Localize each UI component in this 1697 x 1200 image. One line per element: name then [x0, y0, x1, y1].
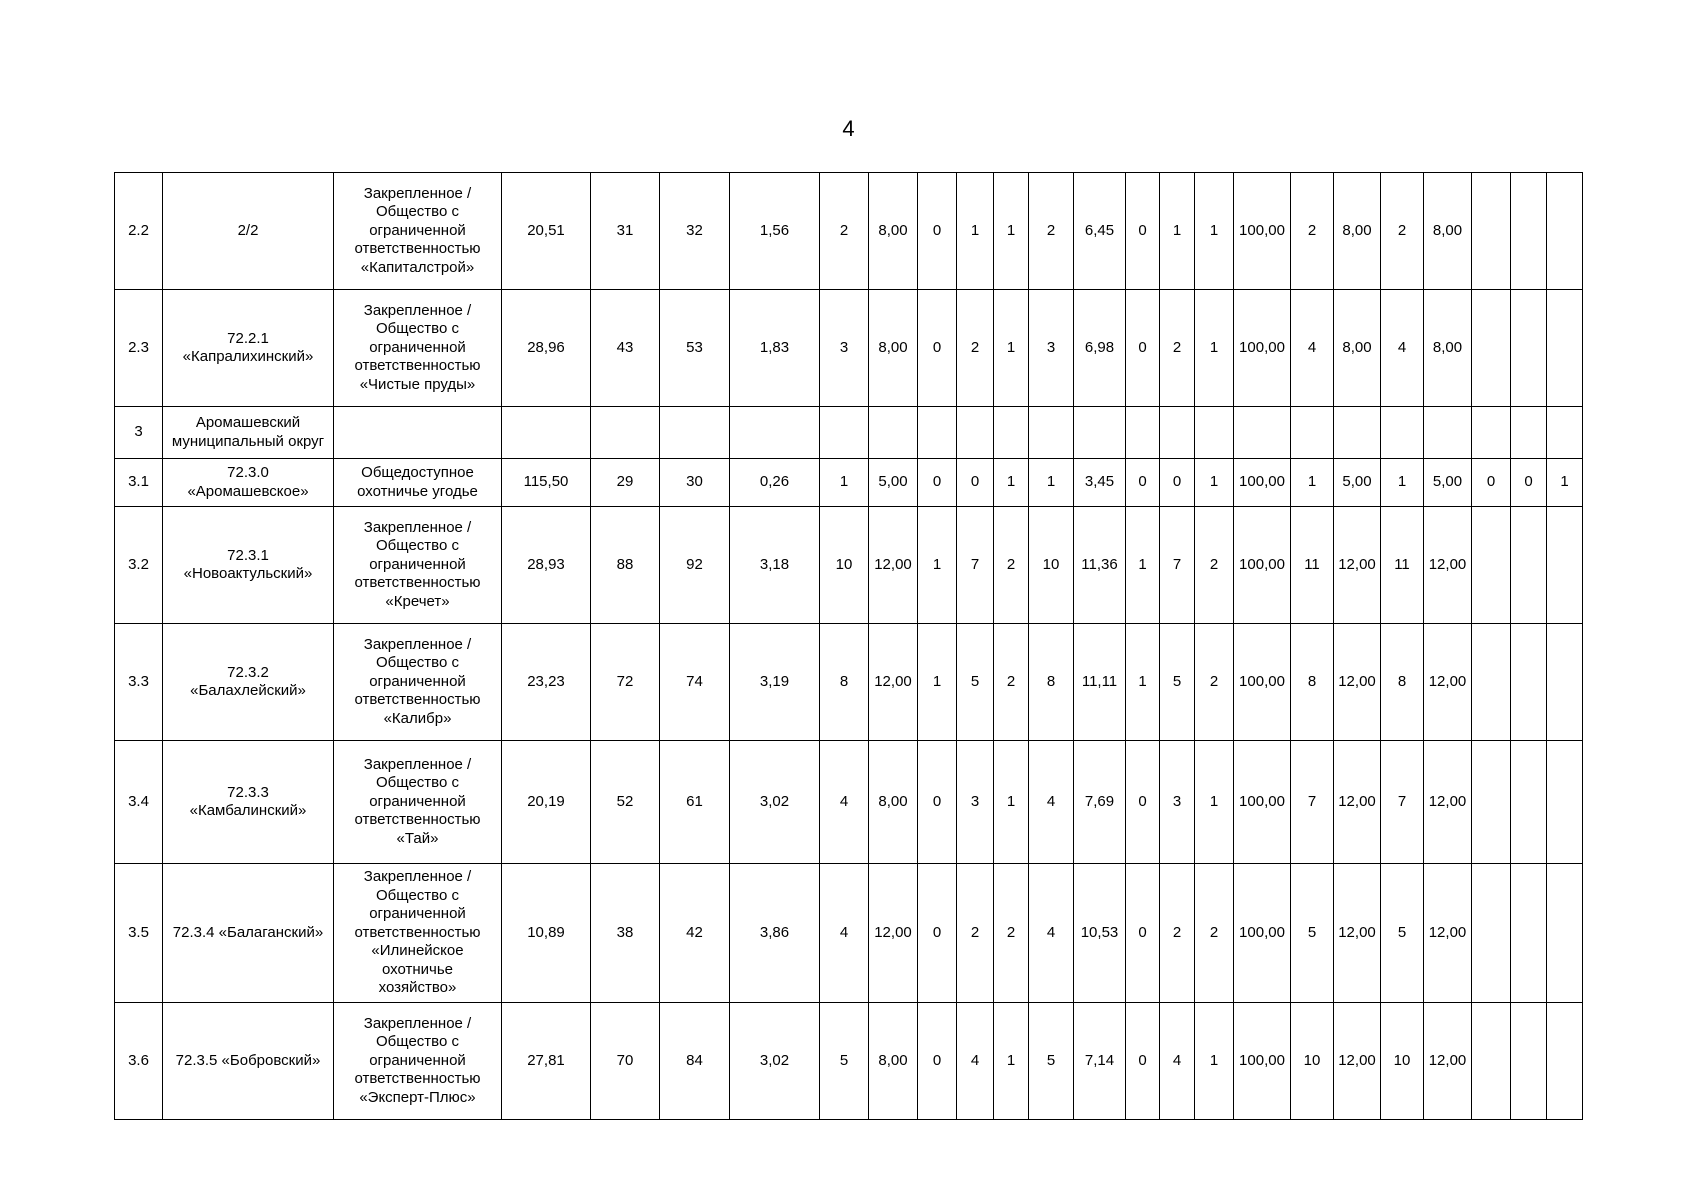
value-cell: 30	[660, 459, 730, 507]
value-cell	[591, 407, 660, 459]
value-cell: 20,51	[502, 173, 591, 290]
ground-type-line: Общество с	[376, 886, 459, 904]
ground-name-cell	[163, 741, 334, 864]
value-cell: 5,00	[1334, 459, 1381, 507]
ground-type-line: Закрепленное /	[363, 868, 472, 886]
ground-name-line: Аромашевский	[195, 414, 301, 431]
ground-name-cell	[163, 173, 334, 290]
value-cell: 0	[1126, 741, 1160, 864]
value-cell	[1511, 1003, 1547, 1120]
value-cell: 28,93	[502, 507, 591, 624]
value-cell: 12,00	[1424, 1003, 1472, 1120]
value-cell	[1472, 407, 1511, 459]
table-row	[115, 624, 1610, 741]
value-cell: 1	[1195, 1003, 1234, 1120]
value-cell	[1074, 407, 1126, 459]
value-cell: 7	[1160, 507, 1195, 624]
ground-type-line: ограниченной	[369, 905, 466, 923]
ground-type-line: «Илинейское	[371, 942, 464, 960]
value-cell: 115,50	[502, 459, 591, 507]
ground-type-line: охотничье	[381, 960, 454, 978]
value-cell: 1	[994, 290, 1029, 407]
value-cell: 10	[1029, 507, 1074, 624]
value-cell: 2	[1195, 624, 1234, 741]
value-cell	[1547, 741, 1583, 864]
ground-type-line: Общество с	[376, 320, 459, 338]
value-cell: 4	[820, 864, 869, 1003]
ground-name-line: 72.2.1	[227, 329, 269, 347]
value-cell: 5	[1029, 1003, 1074, 1120]
value-cell: 8,00	[869, 290, 918, 407]
value-cell: 0	[1126, 1003, 1160, 1120]
value-cell	[1334, 407, 1381, 459]
value-cell: 0	[918, 864, 957, 1003]
ground-type-line: ответственностью	[354, 357, 481, 375]
value-cell: 3	[820, 290, 869, 407]
ground-type-cell	[334, 864, 502, 1003]
value-cell: 1	[957, 173, 994, 290]
value-cell: 4	[957, 1003, 994, 1120]
ground-type-cell	[334, 741, 502, 864]
value-cell	[1547, 290, 1583, 407]
row-number-cell: 3.5	[115, 864, 163, 1003]
value-cell: 10	[820, 507, 869, 624]
value-cell	[1511, 173, 1547, 290]
value-cell: 43	[591, 290, 660, 407]
value-cell: 12,00	[1424, 864, 1472, 1003]
value-cell: 20,19	[502, 741, 591, 864]
value-cell: 84	[660, 1003, 730, 1120]
value-cell	[1472, 624, 1511, 741]
table-row	[115, 407, 1610, 459]
value-cell: 0	[918, 1003, 957, 1120]
value-cell: 2	[1195, 864, 1234, 1003]
ground-name-line: 72.3.0	[227, 464, 269, 481]
value-cell: 4	[1291, 290, 1334, 407]
value-cell: 11	[1291, 507, 1334, 624]
ground-type-cell	[334, 290, 502, 407]
value-cell: 11,36	[1074, 507, 1126, 624]
row-number-cell: 3.2	[115, 507, 163, 624]
ground-type-cell	[334, 624, 502, 741]
row-number-cell: 3.4	[115, 741, 163, 864]
value-cell	[918, 407, 957, 459]
value-cell: 0	[918, 459, 957, 507]
value-cell	[1160, 407, 1195, 459]
ground-type-line: «Кречет»	[385, 592, 450, 610]
ground-type-line: Общество с	[376, 774, 459, 792]
value-cell	[994, 407, 1029, 459]
ground-type-line: ответственностью	[354, 240, 481, 258]
value-cell	[1511, 624, 1547, 741]
value-cell: 3,18	[730, 507, 820, 624]
value-cell: 100,00	[1234, 741, 1291, 864]
value-cell: 1	[994, 741, 1029, 864]
value-cell: 0	[918, 741, 957, 864]
value-cell: 1	[918, 624, 957, 741]
value-cell: 12,00	[1334, 741, 1381, 864]
ground-name-cell	[163, 459, 334, 507]
value-cell: 4	[1160, 1003, 1195, 1120]
value-cell: 8,00	[1334, 290, 1381, 407]
ground-type-cell	[334, 407, 502, 459]
ground-type-line: «Чистые пруды»	[359, 375, 476, 393]
value-cell: 12,00	[1424, 507, 1472, 624]
value-cell: 7	[1291, 741, 1334, 864]
value-cell: 1	[1195, 459, 1234, 507]
value-cell: 2	[1160, 290, 1195, 407]
value-cell: 1	[1029, 459, 1074, 507]
value-cell: 12,00	[1334, 864, 1381, 1003]
value-cell: 3,02	[730, 741, 820, 864]
value-cell	[1424, 407, 1472, 459]
ground-type-line: Закрепленное /	[363, 755, 472, 773]
ground-type-line: «Тай»	[396, 829, 439, 847]
value-cell: 0	[957, 459, 994, 507]
value-cell: 8,00	[869, 173, 918, 290]
table-row	[115, 290, 1610, 407]
value-cell: 100,00	[1234, 290, 1291, 407]
ground-type-line: ограниченной	[369, 792, 466, 810]
ground-type-line: Закрепленное /	[363, 301, 472, 319]
ground-type-line: ограниченной	[369, 221, 466, 239]
value-cell	[1511, 864, 1547, 1003]
value-cell	[1511, 741, 1547, 864]
ground-type-line: ответственностью	[354, 574, 481, 592]
ground-name-line: «Аромашевское»	[187, 482, 309, 500]
value-cell: 23,23	[502, 624, 591, 741]
value-cell: 8,00	[1424, 173, 1472, 290]
value-cell	[730, 407, 820, 459]
value-cell: 7	[957, 507, 994, 624]
value-cell: 8	[1029, 624, 1074, 741]
ground-type-line: охотничье угодье	[357, 482, 478, 500]
value-cell: 28,96	[502, 290, 591, 407]
row-number-cell: 3	[115, 407, 163, 459]
value-cell: 0	[1126, 459, 1160, 507]
row-number-cell: 2.2	[115, 173, 163, 290]
value-cell	[1511, 507, 1547, 624]
value-cell: 2	[1291, 173, 1334, 290]
value-cell: 1,56	[730, 173, 820, 290]
value-cell: 8,00	[869, 1003, 918, 1120]
value-cell: 2	[1381, 173, 1424, 290]
ground-type-cell	[334, 173, 502, 290]
value-cell: 4	[1029, 864, 1074, 1003]
value-cell: 4	[1381, 290, 1424, 407]
value-cell: 5	[1291, 864, 1334, 1003]
table-row	[115, 459, 1610, 507]
hunting-grounds-table	[114, 172, 1610, 1120]
value-cell: 74	[660, 624, 730, 741]
value-cell: 1	[820, 459, 869, 507]
value-cell: 12,00	[1424, 624, 1472, 741]
value-cell: 12,00	[1424, 741, 1472, 864]
value-cell: 1	[994, 1003, 1029, 1120]
ground-type-line: ответственностью	[354, 811, 481, 829]
value-cell: 5	[1381, 864, 1424, 1003]
value-cell: 1	[1547, 459, 1583, 507]
value-cell: 88	[591, 507, 660, 624]
value-cell: 6,98	[1074, 290, 1126, 407]
ground-name-cell	[163, 624, 334, 741]
value-cell: 10,53	[1074, 864, 1126, 1003]
value-cell: 100,00	[1234, 459, 1291, 507]
value-cell	[1547, 1003, 1583, 1120]
value-cell: 3	[1160, 741, 1195, 864]
row-number-cell: 3.3	[115, 624, 163, 741]
table-row	[115, 507, 1610, 624]
value-cell: 70	[591, 1003, 660, 1120]
value-cell: 92	[660, 507, 730, 624]
value-cell: 1	[1195, 290, 1234, 407]
ground-name-line: 72.3.3	[227, 783, 269, 801]
value-cell	[1472, 864, 1511, 1003]
value-cell: 0	[918, 290, 957, 407]
ground-name-line: 72.3.2	[227, 663, 269, 681]
value-cell: 53	[660, 290, 730, 407]
value-cell: 3,02	[730, 1003, 820, 1120]
value-cell: 8	[1291, 624, 1334, 741]
value-cell: 61	[660, 741, 730, 864]
value-cell: 3,19	[730, 624, 820, 741]
ground-type-cell	[334, 459, 502, 507]
ground-type-line: «Эксперт-Плюс»	[359, 1088, 476, 1106]
ground-name-cell	[163, 290, 334, 407]
ground-name-line: 2/2	[237, 221, 259, 239]
ground-type-line: ограниченной	[369, 555, 466, 573]
value-cell	[1126, 407, 1160, 459]
ground-type-line: ответственностью	[354, 923, 481, 941]
value-cell: 0	[1160, 459, 1195, 507]
value-cell: 0	[1472, 459, 1511, 507]
value-cell: 8	[820, 624, 869, 741]
value-cell: 0	[1126, 173, 1160, 290]
value-cell: 7,14	[1074, 1003, 1126, 1120]
value-cell	[1472, 1003, 1511, 1120]
value-cell	[869, 407, 918, 459]
value-cell: 8,00	[869, 741, 918, 864]
value-cell: 100,00	[1234, 624, 1291, 741]
value-cell	[1511, 290, 1547, 407]
value-cell: 5	[820, 1003, 869, 1120]
ground-type-cell	[334, 1003, 502, 1120]
ground-type-line: ответственностью	[354, 691, 481, 709]
ground-name-line: муниципальный округ	[171, 432, 325, 450]
ground-name-line: 72.3.5 «Бобровский»	[175, 1051, 321, 1069]
value-cell: 2	[957, 864, 994, 1003]
table-row	[115, 741, 1610, 864]
value-cell: 12,00	[1334, 507, 1381, 624]
value-cell: 2	[1160, 864, 1195, 1003]
ground-name-line: «Балахлейский»	[190, 682, 306, 699]
value-cell: 5,00	[1424, 459, 1472, 507]
value-cell	[1511, 407, 1547, 459]
table-row	[115, 864, 1610, 1003]
ground-name-line: 72.3.1	[227, 546, 269, 564]
value-cell: 0	[1126, 864, 1160, 1003]
value-cell	[957, 407, 994, 459]
value-cell	[1472, 741, 1511, 864]
row-number-cell: 2.3	[115, 290, 163, 407]
value-cell: 3,86	[730, 864, 820, 1003]
value-cell: 1	[1195, 173, 1234, 290]
ground-type-line: Общедоступное	[361, 464, 474, 481]
value-cell	[1029, 407, 1074, 459]
value-cell: 2	[1029, 173, 1074, 290]
value-cell	[1291, 407, 1334, 459]
value-cell: 100,00	[1234, 173, 1291, 290]
value-cell	[1195, 407, 1234, 459]
value-cell	[660, 407, 730, 459]
ground-type-line: «Капиталстрой»	[360, 258, 475, 276]
value-cell	[1547, 507, 1583, 624]
row-number-cell: 3.1	[115, 459, 163, 507]
table-body	[115, 173, 1610, 1120]
ground-name-line: «Новоактульский»	[183, 565, 313, 582]
value-cell	[1472, 507, 1511, 624]
ground-name-cell	[163, 864, 334, 1003]
value-cell: 10,89	[502, 864, 591, 1003]
ground-type-line: Общество с	[376, 1033, 459, 1051]
ground-type-line: ограниченной	[369, 672, 466, 690]
value-cell: 42	[660, 864, 730, 1003]
value-cell: 2	[994, 624, 1029, 741]
value-cell: 27,81	[502, 1003, 591, 1120]
value-cell	[1547, 624, 1583, 741]
value-cell: 2	[820, 173, 869, 290]
value-cell: 5	[1160, 624, 1195, 741]
page-number: 4	[842, 116, 855, 141]
ground-name-line: 72.3.4 «Балаганский»	[172, 923, 324, 941]
value-cell: 100,00	[1234, 507, 1291, 624]
value-cell: 2	[1195, 507, 1234, 624]
value-cell: 1	[994, 173, 1029, 290]
value-cell: 1	[1195, 741, 1234, 864]
value-cell	[1547, 407, 1583, 459]
value-cell: 12,00	[869, 864, 918, 1003]
value-cell: 11	[1381, 507, 1424, 624]
ground-type-line: хозяйство»	[378, 979, 457, 997]
value-cell: 52	[591, 741, 660, 864]
value-cell: 12,00	[1334, 624, 1381, 741]
value-cell	[1547, 864, 1583, 1003]
value-cell: 12,00	[869, 624, 918, 741]
ground-type-line: Общество с	[376, 537, 459, 555]
value-cell: 10	[1381, 1003, 1424, 1120]
ground-type-line: Закрепленное /	[363, 1014, 472, 1032]
value-cell: 8,00	[1424, 290, 1472, 407]
row-number-cell: 3.6	[115, 1003, 163, 1120]
value-cell: 0,26	[730, 459, 820, 507]
value-cell: 4	[820, 741, 869, 864]
value-cell	[1381, 407, 1424, 459]
value-cell	[502, 407, 591, 459]
value-cell: 100,00	[1234, 864, 1291, 1003]
ground-type-line: Общество с	[376, 203, 459, 221]
ground-type-cell	[334, 507, 502, 624]
value-cell: 7,69	[1074, 741, 1126, 864]
value-cell: 32	[660, 173, 730, 290]
ground-type-line: ограниченной	[369, 338, 466, 356]
value-cell: 1	[918, 507, 957, 624]
value-cell: 8	[1381, 624, 1424, 741]
value-cell: 3	[957, 741, 994, 864]
table-row	[115, 1003, 1610, 1120]
ground-type-line: ограниченной	[369, 1051, 466, 1069]
ground-type-line: Закрепленное /	[363, 635, 472, 653]
value-cell: 5,00	[869, 459, 918, 507]
value-cell: 1	[1381, 459, 1424, 507]
value-cell: 3	[1029, 290, 1074, 407]
value-cell: 2	[994, 507, 1029, 624]
value-cell	[1547, 173, 1583, 290]
ground-type-line: Закрепленное /	[363, 518, 472, 536]
value-cell: 100,00	[1234, 1003, 1291, 1120]
value-cell: 1	[994, 459, 1029, 507]
value-cell: 1,83	[730, 290, 820, 407]
ground-name-cell	[163, 1003, 334, 1120]
value-cell: 1	[1126, 507, 1160, 624]
value-cell: 29	[591, 459, 660, 507]
value-cell: 8,00	[1334, 173, 1381, 290]
value-cell: 12,00	[869, 507, 918, 624]
ground-name-cell	[163, 407, 334, 459]
value-cell	[1472, 290, 1511, 407]
value-cell: 12,00	[1334, 1003, 1381, 1120]
value-cell: 1	[1160, 173, 1195, 290]
ground-type-line: Общество с	[376, 654, 459, 672]
value-cell: 2	[957, 290, 994, 407]
value-cell: 0	[918, 173, 957, 290]
ground-name-line: «Камбалинский»	[189, 802, 307, 819]
value-cell: 2	[994, 864, 1029, 1003]
value-cell: 6,45	[1074, 173, 1126, 290]
value-cell: 7	[1381, 741, 1424, 864]
value-cell: 10	[1291, 1003, 1334, 1120]
value-cell	[1234, 407, 1291, 459]
value-cell: 31	[591, 173, 660, 290]
value-cell: 5	[957, 624, 994, 741]
ground-type-line: «Калибр»	[383, 709, 452, 727]
value-cell	[1472, 173, 1511, 290]
ground-type-line: Закрепленное /	[363, 184, 472, 202]
value-cell	[820, 407, 869, 459]
value-cell: 0	[1511, 459, 1547, 507]
value-cell: 1	[1291, 459, 1334, 507]
value-cell: 0	[1126, 290, 1160, 407]
value-cell: 4	[1029, 741, 1074, 864]
value-cell: 1	[1126, 624, 1160, 741]
ground-name-line: «Капралихинский»	[182, 348, 314, 365]
value-cell: 3,45	[1074, 459, 1126, 507]
table-row	[115, 173, 1610, 290]
ground-name-cell	[163, 507, 334, 624]
ground-type-line: ответственностью	[354, 1070, 481, 1088]
value-cell: 72	[591, 624, 660, 741]
value-cell: 11,11	[1074, 624, 1126, 741]
value-cell: 38	[591, 864, 660, 1003]
